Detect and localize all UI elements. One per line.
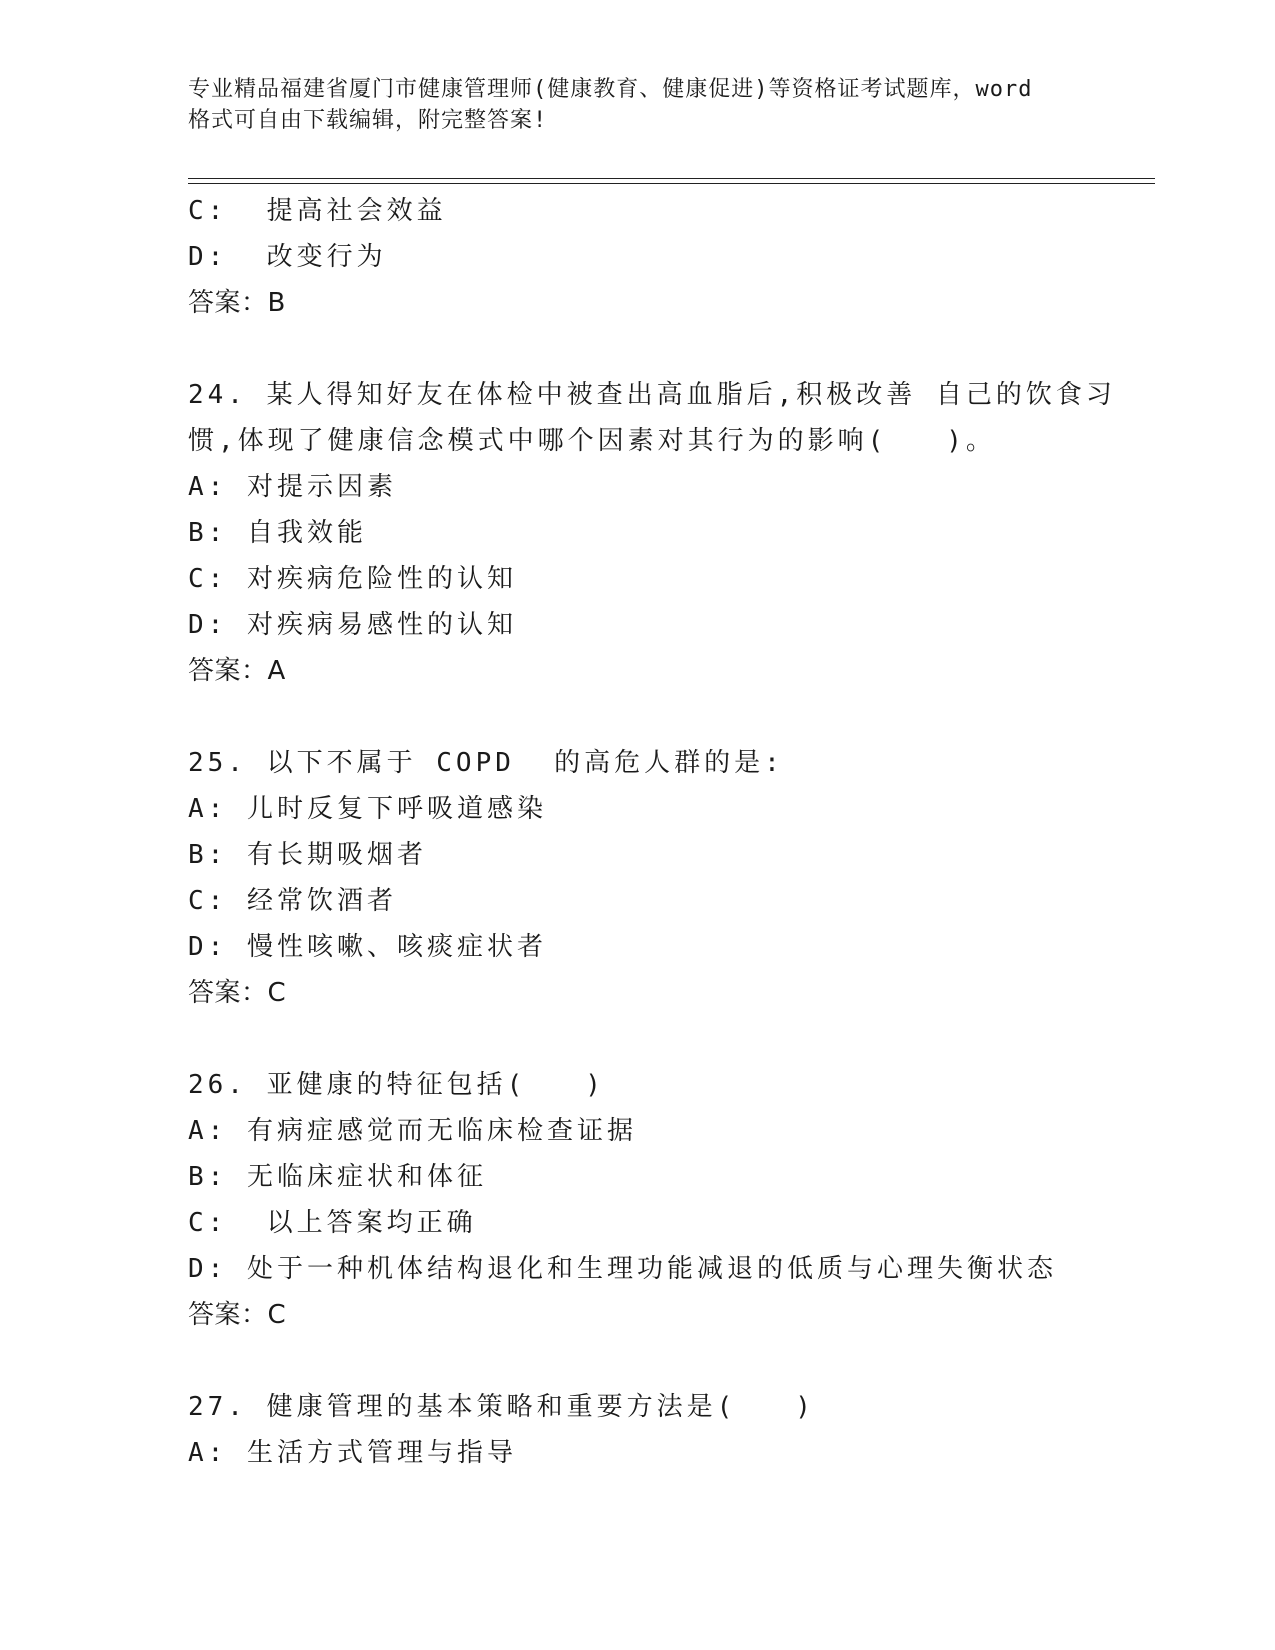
header-line-2: 格式可自由下载编辑，附完整答案! [188,108,548,133]
question-27 [188,1384,1148,1476]
option-c: C: 提高社会效益 [188,196,447,226]
option-c: C: 经常饮酒者 [188,886,397,916]
option-b: B: 有长期吸烟者 [188,840,427,870]
option-d: D: 处于一种机体结构退化和生理功能减退的低质与心理失衡状态 [188,1254,1057,1284]
option-c: C: 以上答案均正确 [188,1208,477,1238]
question-text-line-1: 24. 某人得知好友在体检中被查出高血脂后,积极改善 自己的饮食习 [188,380,1116,410]
answer-value: B [267,288,286,318]
option-c: C: 对疾病危险性的认知 [188,564,517,594]
answer-line [188,1292,1148,1338]
header-rule-bottom [188,183,1155,184]
option-d: D: 改变行为 [188,242,387,272]
option-a: A: 对提示因素 [188,472,397,502]
answer-label: 答案： [188,288,268,318]
answer-label: 答案： [188,978,268,1008]
option-a: A: 儿时反复下呼吸道感染 [188,794,547,824]
spacer [188,1016,1148,1062]
answer-line [188,280,1148,326]
question-24 [188,372,1148,694]
option-a: A: 有病症感觉而无临床检查证据 [188,1116,637,1146]
answer-label: 答案： [188,1300,268,1330]
option-d: D: 慢性咳嗽、咳痰症状者 [188,932,547,962]
answer-line [188,970,1148,1016]
option-d: D: 对疾病易感性的认知 [188,610,517,640]
option-b: B: 无临床症状和体征 [188,1162,487,1192]
answer-label: 答案： [188,656,268,686]
answer-line [188,648,1148,694]
question-23-continued [188,188,1148,326]
question-26 [188,1062,1148,1338]
answer-value: A [267,656,286,686]
answer-value: C [267,978,286,1008]
answer-value: C [267,1300,286,1330]
spacer [188,326,1148,372]
header-rule-top [188,178,1155,179]
question-25 [188,740,1148,1016]
question-text-line-1: 25. 以下不属于 COPD 的高危人群的是: [188,748,784,778]
option-a: A: 生活方式管理与指导 [188,1438,517,1468]
question-text-line-1: 26. 亚健康的特征包括( ) [188,1070,605,1100]
spacer [188,694,1148,740]
page-header [188,74,1088,136]
question-text-line-1: 27. 健康管理的基本策略和重要方法是( ) [188,1392,815,1422]
question-list [188,188,1148,1476]
option-b: B: 自我效能 [188,518,367,548]
spacer [188,1338,1148,1384]
question-text-line-2: 惯,体现了健康信念模式中哪个因素对其行为的影响( )。 [188,426,996,456]
header-line-1: 专业精品福建省厦门市健康管理师(健康教育、健康促进)等资格证考试题库，word [188,77,1033,102]
